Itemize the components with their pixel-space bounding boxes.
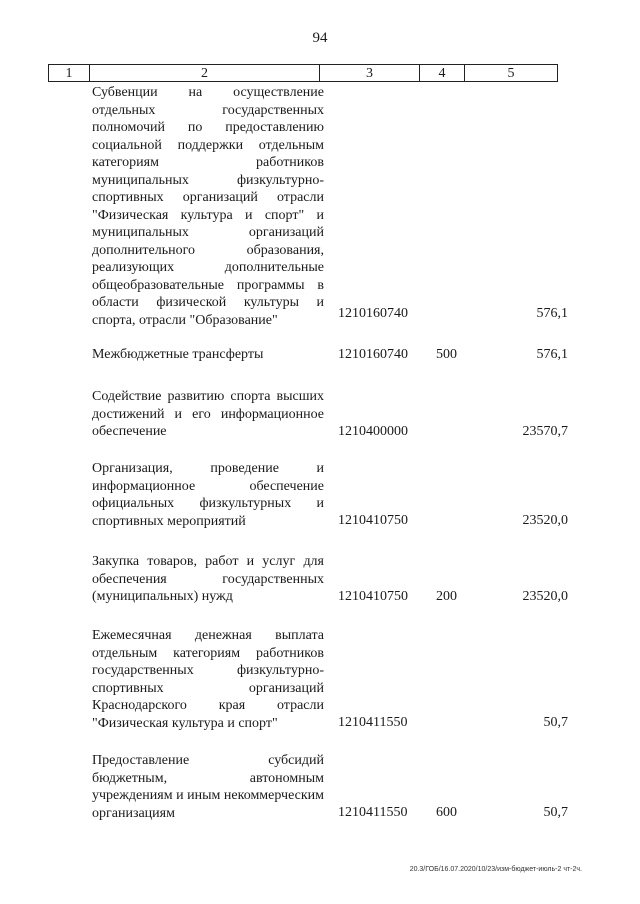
column-header-5: 5: [507, 66, 515, 81]
row-amount: 576,1: [536, 306, 568, 321]
row-description: Субвенции на осуществление отдельных государственных полномочий по предоставлению социальной поддержки отдельным категориям работников муниципальных физкультурно-спортивных организаций отрасли "Физическая культура и спорт" и муниципальных организаций дополнительного образования, реализующих дополнительные общеобразовательные программы в области физической культуры и спорта, отрасли "Образование": [92, 85, 324, 328]
column-header-1: 1: [49, 65, 90, 81]
row-expense-type: 600: [436, 805, 457, 820]
row-description: Закупка товаров, работ и услуг для обеспечения государственных (муниципальных) нужд: [92, 554, 324, 604]
row-amount: 23520,0: [522, 513, 568, 528]
row-amount: 50,7: [543, 715, 568, 730]
document-footer: 20.3/ГОБ/16.07.2020/10/23/изм-бюджет-июль-2 чт-2ч.: [409, 866, 582, 873]
row-expense-type: 500: [436, 347, 457, 362]
row-amount: 23570,7: [522, 424, 568, 439]
row-code: 1210410750: [338, 513, 408, 528]
row-amount: 50,7: [543, 805, 568, 820]
page-number: 94: [312, 30, 328, 46]
column-header-4: 4: [420, 65, 465, 81]
row-expense-type: 200: [436, 589, 457, 604]
row-description: Ежемесячная денежная выплата отдельным категориям работников государственных физкультурно-спортивных организаций Краснодарского края отрасли "Физическая культура и спорт": [92, 628, 324, 731]
row-description: Межбюджетные трансферты: [92, 347, 264, 362]
column-header-2: 2: [90, 65, 320, 81]
row-description: Предоставление субсидий бюджетным, автономным учреждениям и иным некоммерческим организациям: [92, 753, 324, 821]
table-header: [48, 64, 558, 82]
row-code: 1210411550: [338, 715, 408, 730]
row-code: 1210410750: [338, 589, 408, 604]
row-description: Содействие развитию спорта высших достижений и его информационное обеспечение: [92, 389, 324, 439]
row-amount: 576,1: [536, 347, 568, 362]
row-code: 1210160740: [338, 306, 408, 321]
row-description: Организация, проведение и информационное обеспечение официальных физкультурных и спортивных мероприятий: [92, 461, 324, 529]
column-header-3: 3: [320, 65, 420, 81]
row-code: 1210160740: [338, 347, 408, 362]
row-code: 1210400000: [338, 424, 408, 439]
row-code: 1210411550: [338, 805, 408, 820]
row-amount: 23520,0: [522, 589, 568, 604]
